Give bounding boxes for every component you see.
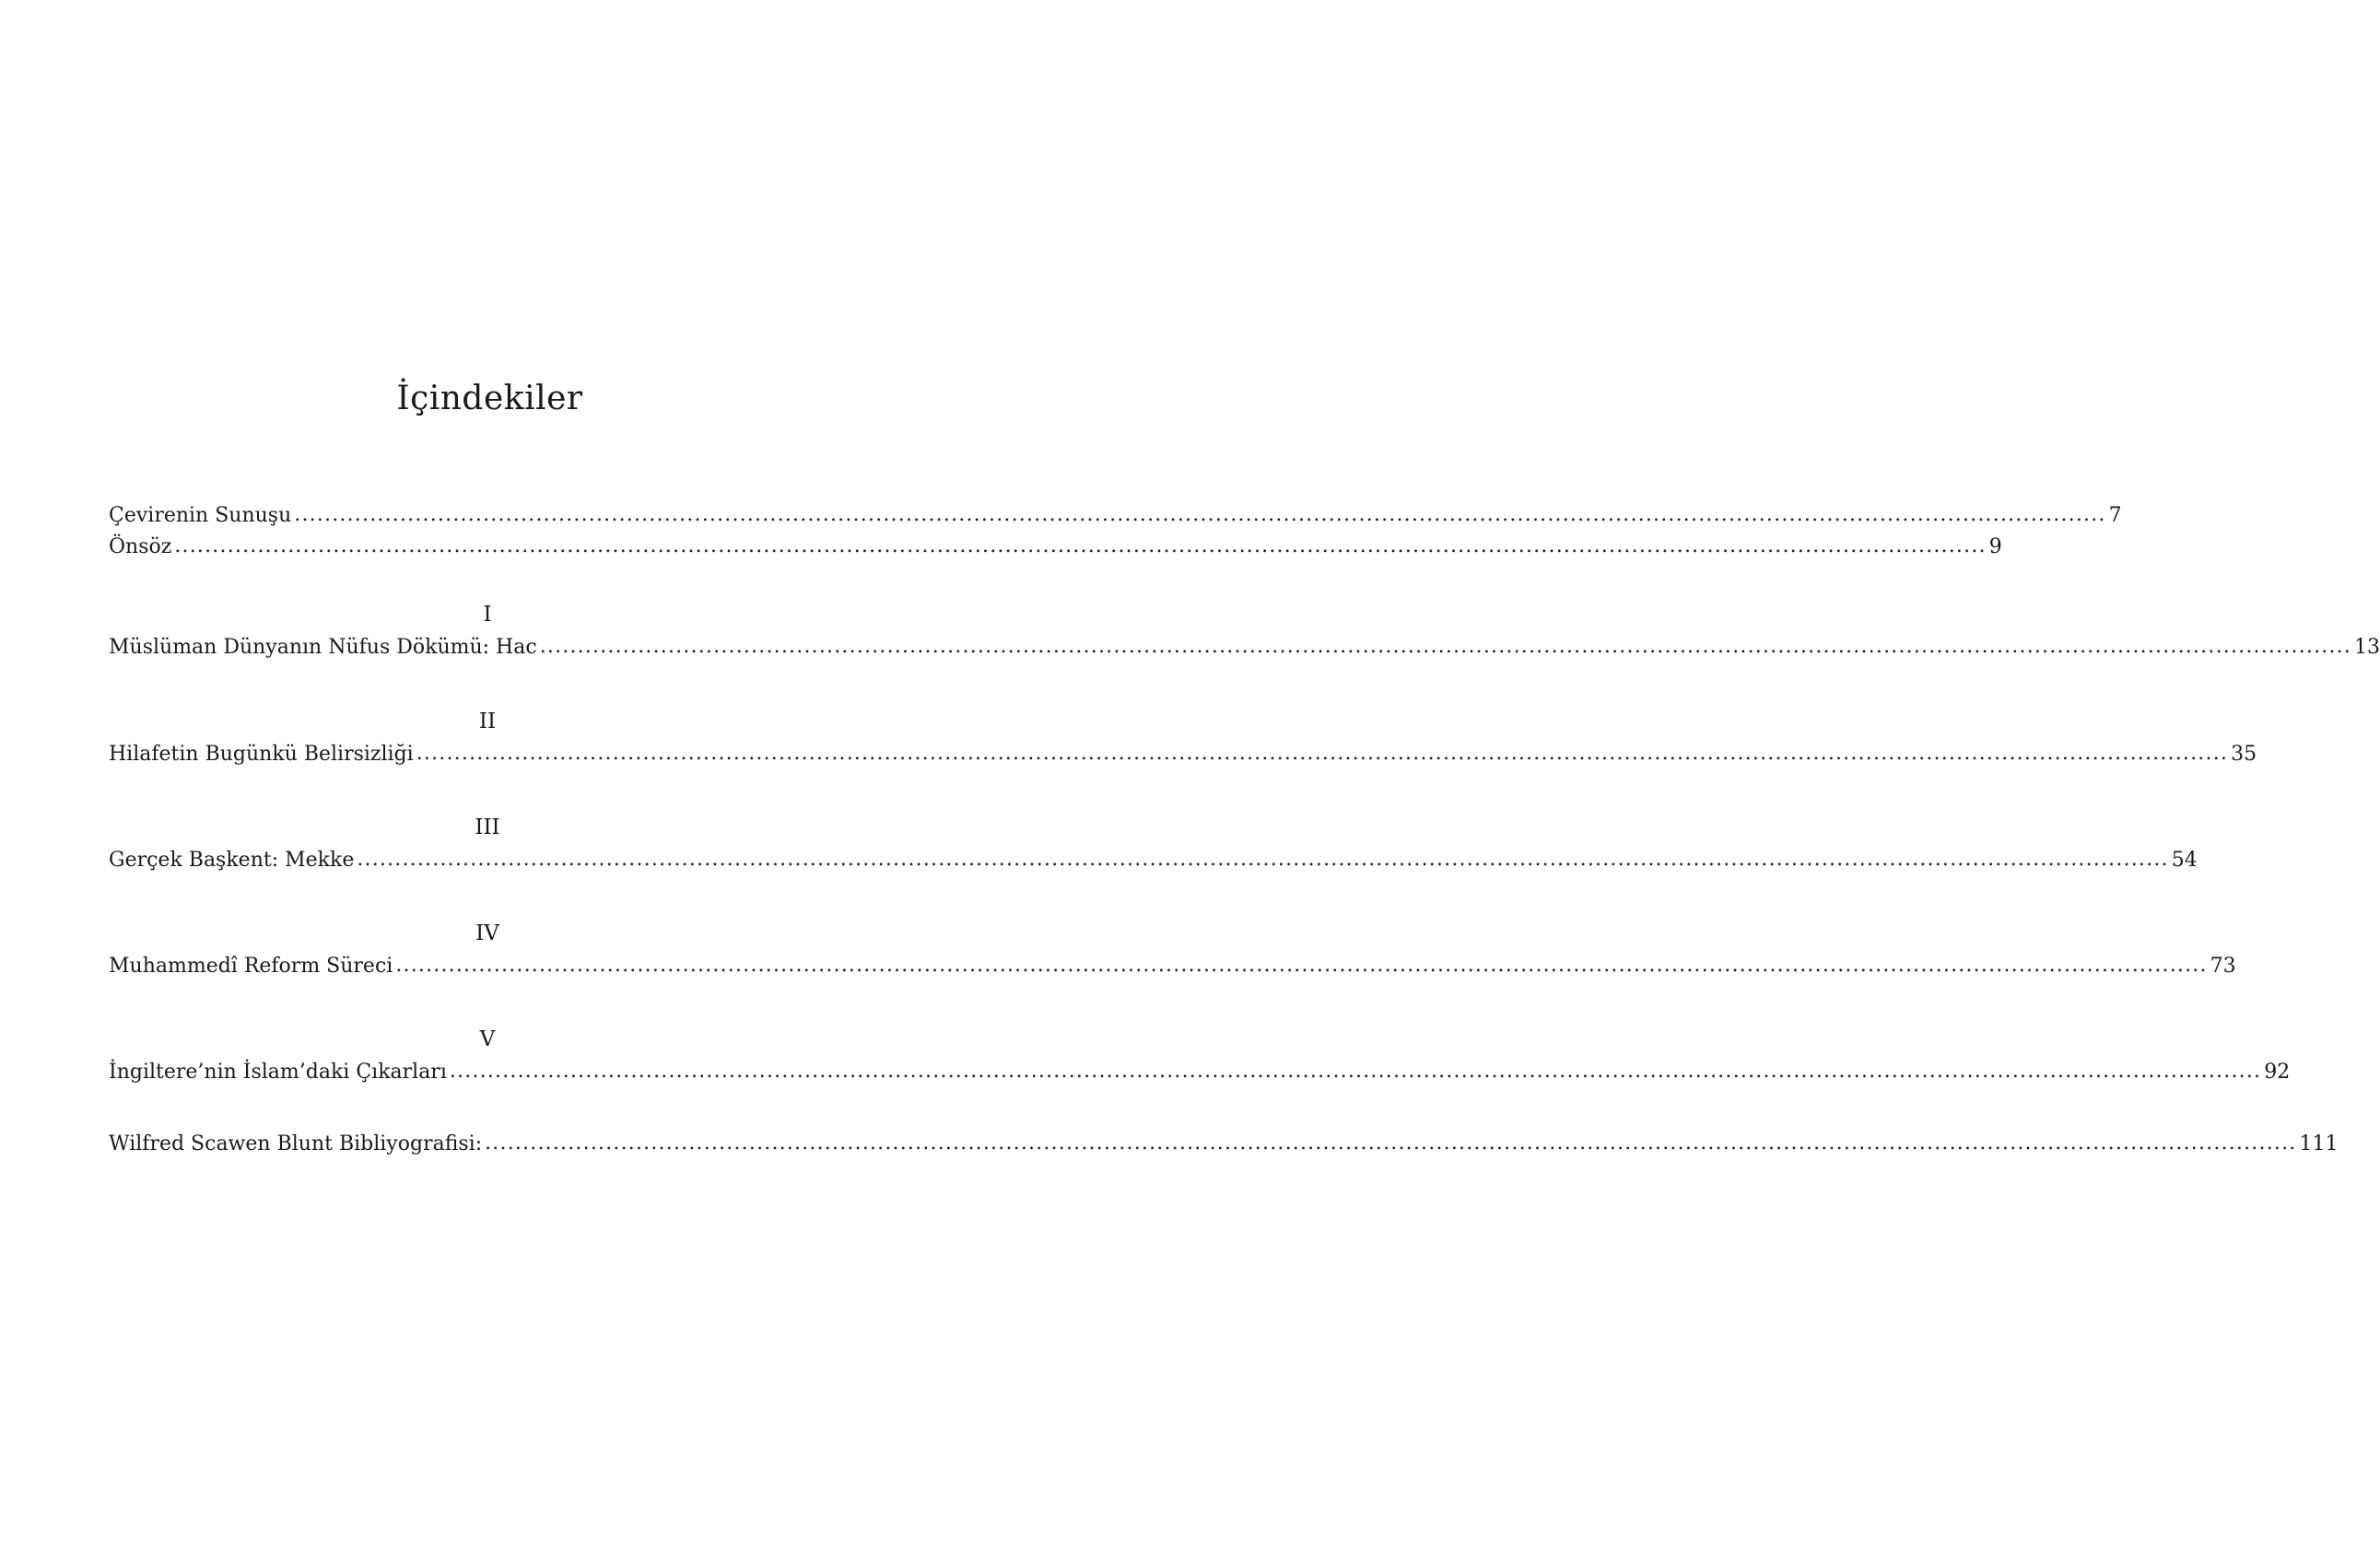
toc-entry-label: Hilafetin Bugünkü Belirsizliği <box>109 743 414 766</box>
dot-leader: ................................................................................................................................................................................................................................................ <box>485 1132 2297 1155</box>
toc-entry-section-2 <box>109 741 2257 768</box>
toc-entry-label: Wilfred Scawen Blunt Bibliyografisi: <box>109 1132 483 1155</box>
table-of-contents <box>109 0 2380 1560</box>
dot-leader: ................................................................................................................................................................................................................................................ <box>539 635 2352 658</box>
dot-leader: ................................................................................................................................................................................................................................................ <box>416 742 2229 765</box>
toc-entry-section-1 <box>109 634 2380 662</box>
toc-entry-label: Gerçek Başkent: Mekke <box>109 849 355 872</box>
toc-entry-page: 54 <box>2171 849 2198 872</box>
dot-leader: ................................................................................................................................................................................................................................................ <box>357 848 2169 871</box>
section-numeral-3: III <box>475 815 500 839</box>
toc-entry-page: 73 <box>2210 955 2236 978</box>
toc-entry-foreword <box>109 534 2002 561</box>
toc-entry-label: Muhammedî Reform Süreci <box>109 955 393 978</box>
dot-leader: ................................................................................................................................................................................................................................................ <box>395 954 2208 977</box>
toc-entry-section-3 <box>109 847 2198 874</box>
toc-entry-bibliography <box>109 1131 2339 1158</box>
page-title: İçindekiler <box>396 380 583 417</box>
toc-entry-label: Çevirenin Sunuşu <box>109 504 292 527</box>
toc-entry-section-4 <box>109 953 2236 980</box>
toc-entry-label: Müslüman Dünyanın Nüfus Dökümü: Hac <box>109 636 537 659</box>
toc-entry-page: 111 <box>2299 1132 2339 1155</box>
section-numeral-2: II <box>478 710 497 733</box>
section-numeral-1: I <box>483 603 492 627</box>
dot-leader: ................................................................................................................................................................................................................................................ <box>174 534 1987 557</box>
toc-entry-page: 13 <box>2354 636 2380 659</box>
toc-entry-section-5 <box>109 1059 2291 1086</box>
toc-entry-page: 7 <box>2108 504 2122 527</box>
toc-entry-page: 35 <box>2231 743 2257 766</box>
dot-leader: ................................................................................................................................................................................................................................................ <box>449 1060 2262 1083</box>
toc-entry-page: 9 <box>1988 535 2002 558</box>
toc-entry-label: İngiltere’nin İslam’daki Çıkarları <box>109 1061 447 1084</box>
toc-entry-translator-preface <box>109 502 2122 530</box>
section-numeral-5: V <box>479 1027 496 1051</box>
section-numeral-4: IV <box>475 921 499 945</box>
toc-entry-page: 92 <box>2264 1061 2291 1084</box>
dot-leader: ................................................................................................................................................................................................................................................ <box>294 503 2106 526</box>
toc-entry-label: Önsöz <box>109 535 172 558</box>
